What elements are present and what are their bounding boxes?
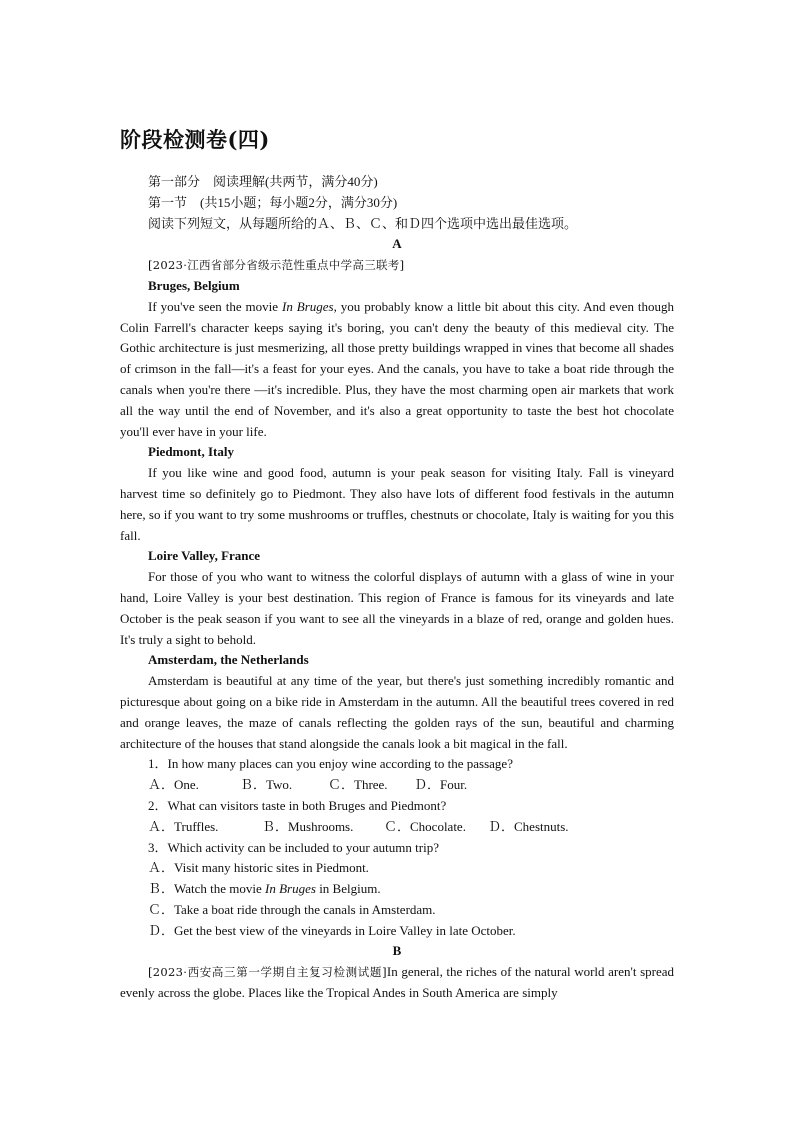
passage-a-label: A [392, 236, 402, 252]
question-3-stem: 3．Which activity can be included to your autumn trip? [148, 839, 439, 855]
amsterdam-heading: Amsterdam, the Netherlands [148, 652, 309, 668]
part-heading: 第一部分 阅读理解(共两节，满分40分) [148, 174, 378, 189]
q1-option-d: Ｄ．Four. [414, 777, 468, 793]
q3-option-c: Ｃ．Take a boat ride through the canals in Amsterdam. [148, 901, 436, 917]
q2-option-c: Ｃ．Chocolate. [384, 818, 466, 834]
piedmont-heading: Piedmont, Italy [148, 444, 234, 460]
passage-b-paragraph: [2023·西安高三第一学期自主复习检测试题]In general, the riches of the natural world aren't spread evenly across the globe. Places like the Tropical Andes in South America are simply [120, 964, 675, 1001]
q2-option-a: Ａ．Truffles. [148, 818, 219, 834]
amsterdam-paragraph: Amsterdam is beautiful at any time of the year, but there's just something incredibly romantic and picturesque about going on a bike ride in Amsterdam in the autumn. All the beautiful trees covered in red and orange leaves, the maze of canals reflecting the golden rays of the sun, beautiful and charming architecture of the houses that stand alongside the canals look a bit magical in the fall. [120, 673, 674, 751]
question-1-stem: 1．In how many places can you enjoy wine according to the passage? [148, 756, 513, 772]
section-heading: 第一节 (共15小题；每小题2分，满分30分) [148, 194, 398, 210]
loire-heading: Loire Valley, France [148, 548, 261, 564]
q3-option-b: Ｂ．Watch the movie In Bruges in Belgium. [148, 881, 381, 897]
exam-content [120, 172, 674, 1004]
loire-paragraph: For those of you who want to witness the colorful displays of autumn with a glass of wine in your hand, Loire Valley is your best destination. This region of France is famous for its vineyards and late October is the peak season if you want to see all the vineyards in a blaze of red, orange and golden hues. It's truly a sight to behold. [120, 569, 674, 647]
question-2-stem: 2．What can visitors taste in both Bruges and Piedmont? [148, 797, 447, 813]
q1-option-a: Ａ．One. [148, 777, 199, 793]
question-1-options [120, 775, 674, 796]
passage-a-source: [2023·江西省部分省级示范性重点中学高三联考] [148, 258, 405, 273]
q1-option-c: Ｃ．Three. [328, 777, 388, 793]
q2-option-b: Ｂ．Mushrooms. [262, 818, 354, 834]
passage-b-label: B [392, 943, 402, 959]
page-title: 阶段检测卷(四) [120, 127, 270, 152]
q3-option-d: Ｄ．Get the best view of the vineyards in Loire Valley in late October. [148, 922, 516, 938]
passage-b-source: [2023·西安高三第一学期自主复习检测试题] [148, 965, 387, 980]
q2-option-d: Ｄ．Chestnuts. [488, 818, 569, 834]
bruges-paragraph: If you've seen the movie In Bruges, you probably know a little bit about this city. And even though Colin Farrell's character keeps saying it's boring, you can't deny the beauty of this medieval city. The Gothic architecture is just mesmerizing, all those pretty buildings wrapped in vines that become all shades of crimson in the fall—it's a feast for your eyes. And the canals, you have to take a boat ride through the canals when you're there —it's incredible. Plus, they have the most charming open air markets that work all the way until the end of November, and it's also a great opportunity to taste the best hot chocolate you'll ever have in your life. [120, 298, 674, 439]
bruges-heading: Bruges, Belgium [148, 277, 240, 293]
q3-option-a: Ａ．Visit many historic sites in Piedmont. [148, 860, 369, 876]
question-2-options [120, 817, 674, 838]
piedmont-paragraph: If you like wine and good food, autumn is your peak season for visiting Italy. Fall is vineyard harvest time so definitely go to Piedmont. They also have lots of different food festivals in the autumn here, so if you want to try some mushrooms or truffles, chestnuts or chocolate, Italy is waiting for you this fall. [120, 465, 674, 543]
q1-option-b: Ｂ．Two. [240, 777, 293, 793]
instruction: 阅读下列短文，从每题所给的Ａ、Ｂ、Ｃ、和Ｄ四个选项中选出最佳选项。 [148, 215, 578, 231]
